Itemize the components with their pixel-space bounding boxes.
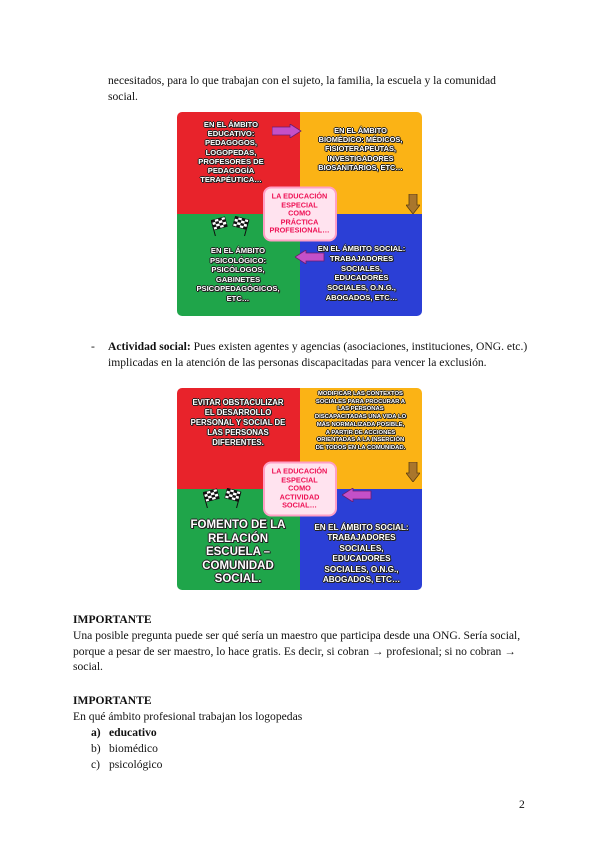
- quadrant-educational-text: EN EL ÁMBITO EDUCATIVO: PEDAGOGOS, LOGOPEDAS, PROFESORES DE PEDAGOGÍA TERAPÉUTICA…: [198, 120, 264, 185]
- quadrant-social-2-text: EN EL ÁMBITO SOCIAL: TRABAJADORES SOCIALES, EDUCADORES SOCIALES, O.N.G., ABOGADOS, ETC…: [314, 523, 409, 585]
- option-b: [91, 741, 158, 757]
- quadrant-modify-contexts-text: MODIFICAR LAS CONTEXTOS SOCIALES PARA PROCURAR A LAS PERSONAS DISCAPACITADAS UNA VIDA LO MÁS NORMALIZADA POSIBLE, A PARTIR DE ACCIONES ORIENTADAS A LA INSERCIÓN DE TODOS EN LA COMUNIDAD.: [314, 391, 407, 451]
- checkered-flags-icon: [203, 488, 243, 508]
- quadrant-psychological-text: EN EL ÁMBITO PSICOLÓGICO: PSICÓLOGOS, GABINETES PSICOPEDAGÓGICOS, ETC…: [196, 246, 280, 303]
- activity-social-label: Actividad social:: [108, 340, 191, 353]
- option-marker: a): [91, 726, 101, 739]
- center-label: LA EDUCACIÓN ESPECIAL COMO ACTIVIDAD SOCIAL…: [263, 462, 337, 517]
- quadrant-biomedical-text: EN EL ÁMBITO BIOMÉDICO: MÉDICOS, FISIOTERAPEUTAS, INVESTIGADORES BIOSANITARIOS, ETC…: [318, 126, 403, 172]
- quadrant-social-text: EN EL ÁMBITO SOCIAL: TRABAJADORES SOCIALES, EDUCADORES SOCIALES, O.N.G., ABOGADOS, ETC…: [317, 244, 406, 302]
- option-c: [91, 757, 163, 773]
- option-text: educativo: [109, 726, 157, 739]
- checkered-flags-icon: [211, 216, 251, 236]
- arrow-down-icon: [406, 462, 420, 482]
- top-paragraph: necesitados, para lo que trabajan con el sujeto, la familia, la escuela y la comunidad social.: [108, 74, 496, 103]
- center-label: LA EDUCACIÓN ESPECIAL COMO PRÁCTICA PROFESIONAL…: [263, 187, 337, 242]
- option-marker: c): [91, 758, 101, 771]
- important-text-1: Una posible pregunta puede ser qué sería un maestro que participa desde una ONG. Sería social, porque a pesar de ser maestro, lo hace gratis. Es decir, si cobran → profesional; si no cobran → social.: [73, 629, 521, 673]
- quadrant-school-community-text: FOMENTO DE LA RELACIÓN ESCUELA – COMUNIDAD SOCIAL.: [190, 519, 286, 585]
- bullet-dash: -: [91, 340, 95, 353]
- arrow-left-icon: [295, 250, 325, 264]
- option-marker: b): [91, 742, 101, 755]
- arrow-left-icon: [342, 488, 372, 502]
- option-a: [91, 725, 157, 741]
- activity-social-paragraph: [108, 339, 528, 370]
- diagram-social-activity: [177, 388, 422, 590]
- quadrant-avoid-obstacles-text: EVITAR OBSTACULIZAR EL DESARROLLO PERSONAL Y SOCIAL DE LAS PERSONAS DIFERENTES.: [190, 398, 286, 447]
- option-text: psicológico: [109, 758, 163, 771]
- option-text: biomédico: [109, 742, 158, 755]
- important-heading-1: IMPORTANTE: [73, 613, 152, 626]
- arrow-down-icon: [406, 194, 420, 214]
- important-heading-2: IMPORTANTE: [73, 694, 152, 707]
- diagram-professional-practice: [177, 112, 422, 316]
- page-number: 2: [519, 798, 525, 811]
- activity-social-text: Pues existen agentes y agencias (asociaciones, instituciones, ONG. etc.) implicadas en la atención de las personas discapacitadas para vencer la exclusión.: [108, 340, 528, 369]
- important-question: En qué ámbito profesional trabajan los logopedas: [73, 710, 303, 723]
- arrow-right-icon: [272, 124, 302, 138]
